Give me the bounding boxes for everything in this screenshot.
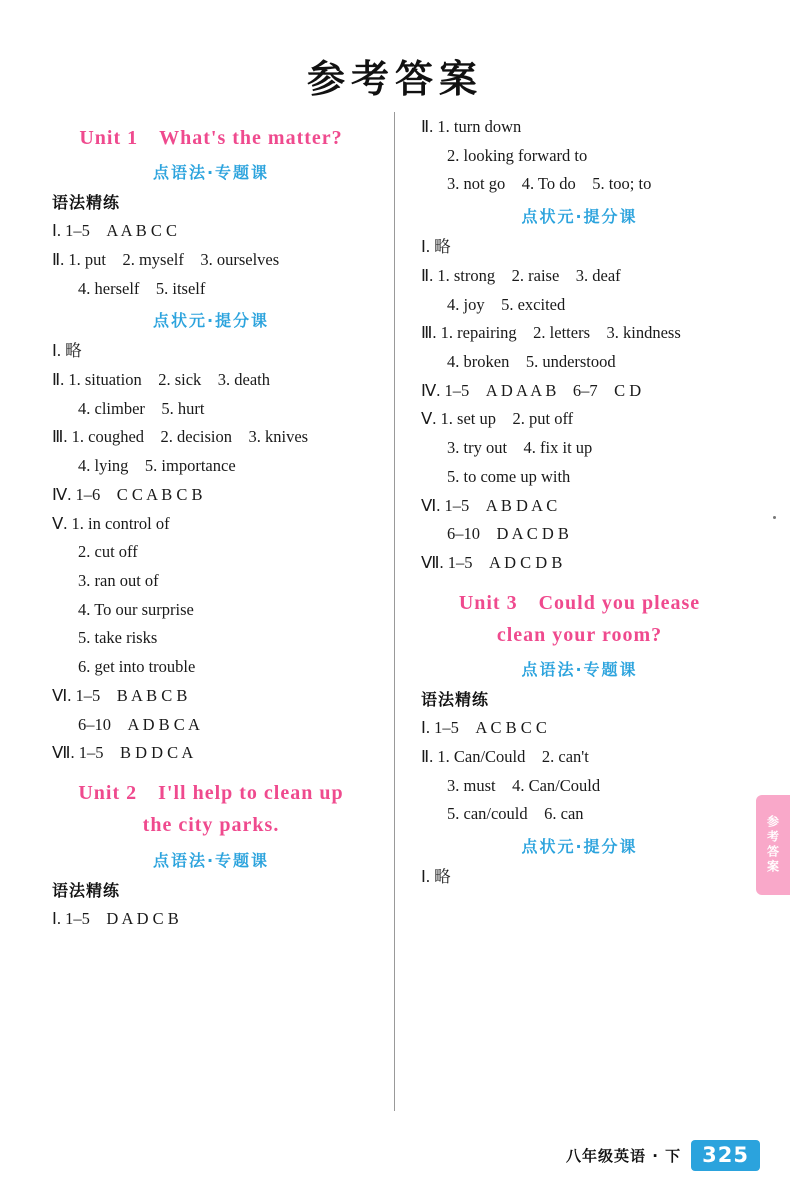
answer-line: 2. cut off [78, 542, 138, 562]
answer-line: Ⅰ. 1–5 D A D C B [52, 908, 179, 928]
section-heading: 语法精练 [52, 880, 121, 900]
section-side-tab[interactable] [756, 795, 790, 895]
answer-line: 5. take risks [78, 628, 158, 648]
answer-line: Ⅰ. 略 [52, 341, 82, 361]
page-speck [773, 516, 776, 519]
section-heading: 语法精练 [52, 193, 121, 213]
answer-line: 3. must 4. Can/Could [447, 775, 601, 795]
answer-line: Ⅰ. 1–5 A A B C C [52, 221, 177, 241]
answer-line: 4. climber 5. hurt [78, 398, 205, 418]
answer-line: Ⅴ. 1. set up 2. put off [421, 409, 574, 429]
answer-line: 6–10 A D B C A [78, 714, 200, 734]
lesson-subheading: 点语法·专题课 [152, 163, 270, 183]
unit-heading: Unit 1 What's the matter? [79, 127, 343, 149]
unit-heading: Unit 3 Could you please [458, 591, 701, 614]
page-number: 325 [691, 1140, 760, 1171]
answer-line: Ⅴ. 1. in control of [52, 513, 170, 533]
answer-line: 6. get into trouble [78, 657, 196, 677]
answer-line: Ⅱ. 1. strong 2. raise 3. deaf [421, 265, 621, 285]
answer-line: 3. try out 4. fix it up [447, 438, 593, 458]
answer-line: Ⅱ. 1. turn down [421, 117, 522, 136]
answer-line: 4. lying 5. importance [78, 456, 236, 476]
answer-line: 3. ran out of [78, 571, 159, 591]
lesson-subheading: 点语法·专题课 [152, 850, 270, 870]
answer-line: Ⅵ. 1–5 A B D A C [421, 495, 558, 515]
answer-line: Ⅵ. 1–5 B A B C B [52, 685, 188, 705]
footer-book-label: 八年级英语 · 下 [566, 1147, 682, 1165]
lesson-subheading: 点状元·提分课 [152, 311, 270, 331]
side-tab-label: 参考答案 [765, 815, 780, 875]
page-title: 参考答案 [306, 57, 483, 101]
answer-line: Ⅶ. 1–5 A D C D B [421, 552, 563, 572]
unit-heading-line2: the city parks. [142, 814, 280, 837]
answer-line: 5. can/could 6. can [447, 804, 584, 824]
answer-line: Ⅱ. 1. put 2. myself 3. ourselves [52, 249, 280, 269]
answer-line: 6–10 D A C D B [447, 524, 569, 544]
right-column [395, 112, 756, 1111]
answer-line: Ⅰ. 略 [421, 867, 451, 887]
left-column [34, 112, 395, 1111]
answer-line: Ⅱ. 1. Can/Could 2. can't [421, 747, 589, 766]
answer-line: 4. joy 5. excited [447, 294, 566, 314]
page-footer [0, 1140, 790, 1171]
answer-line: 5. to come up with [447, 466, 571, 486]
two-column-body [34, 112, 756, 1111]
answer-line: Ⅱ. 1. situation 2. sick 3. death [52, 369, 271, 389]
answer-line: Ⅳ. 1–6 C C A B C B [52, 484, 203, 504]
unit-heading: Unit 2 I'll help to clean up [78, 782, 344, 805]
answer-line: 4. To our surprise [78, 599, 194, 619]
answer-line: 4. herself 5. itself [78, 278, 206, 298]
answer-line: Ⅲ. 1. repairing 2. letters 3. kindness [421, 323, 681, 343]
answer-line: Ⅰ. 1–5 A C B C C [421, 718, 547, 738]
answer-line: Ⅲ. 1. coughed 2. decision 3. knives [52, 427, 309, 447]
unit-heading-line2: clean your room? [496, 624, 663, 647]
answer-line: 4. broken 5. understood [447, 351, 616, 371]
section-heading: 语法精练 [421, 690, 490, 710]
answer-line: 3. not go 4. To do 5. too; to [447, 174, 652, 194]
answer-line: Ⅶ. 1–5 B D D C A [52, 743, 194, 763]
lesson-subheading: 点状元·提分课 [521, 837, 638, 857]
answer-line: Ⅳ. 1–5 A D A A B 6–7 C D [421, 380, 642, 400]
answer-line: 2. looking forward to [447, 145, 588, 165]
lesson-subheading: 点语法·专题课 [521, 660, 638, 680]
lesson-subheading: 点状元·提分课 [521, 207, 638, 227]
answer-line: Ⅰ. 略 [421, 237, 451, 257]
